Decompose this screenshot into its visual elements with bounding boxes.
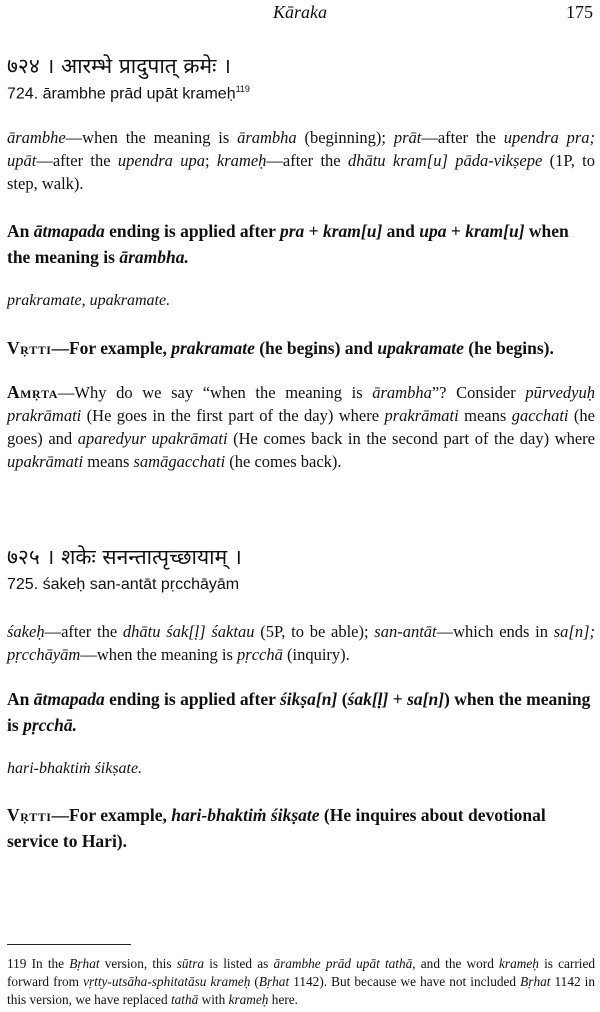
footnote-119: 119 In the Bṛhat version, this sūtra is listed as ārambhe prād upāt tathā, and the word krameḥ is carried forward from vṛtty-utsāha-sphitatāsu krameḥ (Bṛhat 1142). But because we have not included Bṛhat 1142 in this version, we have replaced tathā with krameḥ here. [7, 956, 596, 1007]
page-number: 175 [566, 2, 593, 22]
rule-724-translation: An ātmapada ending is applied after pra + kram[u] and upa + kram[u] when the meaning is ārambha. [7, 221, 569, 267]
example-724: prakramate, upakramate. [7, 292, 171, 309]
amrta-724: Amṛta—Why do we say “when the meaning is ārambha”? Consider pūrvedyuḥ prakrāmati (He goes in the first part of the day) where prakrāmati means gacchati (he goes) and aparedyur upakrāmati (He comes back in the second part of the day) where upakrāmati means samāgacchati (he comes back). [7, 382, 595, 471]
sutra-725-transliteration: 725. śakeḥ san-antāt pṛcchāyām [7, 576, 240, 593]
footnote-reference: 119 [235, 84, 250, 94]
footnote-divider [7, 944, 131, 945]
sutra-724-translit-text: 724. ārambhe prād upāt krameḥ [7, 85, 236, 103]
example-725: hari-bhaktiṁ śikṣate. [7, 760, 143, 777]
gloss-724: ārambhe—when the meaning is ārambha (beginning); prāt—after the upendra pra; upāt—after the upendra upa; krameḥ—after the dhātu kram[u] pāda-vikṣepe (1P, to step, walk). [7, 128, 596, 193]
amrta-label: Amṛta [7, 382, 58, 402]
vrtti-724: Vṛtti—For example, prakramate (he begins) and upakramate (he begins). [7, 338, 554, 358]
vrtti-725: Vṛtti—For example, hari-bhaktiṁ śikṣate (He inquires about devotional service to Hari). [7, 805, 546, 851]
sutra-724-transliteration [7, 84, 595, 103]
footnote-number: 119 [7, 956, 27, 971]
vrtti-label: Vṛtti [7, 805, 52, 825]
sutra-724-devanagari: ७२४ । आरम्भे प्रादुपात् क्रमेः । [7, 54, 231, 78]
rule-725-translation: An ātmapada ending is applied after śikṣa[n] (śak[ḷ] + sa[n]) when the meaning is pṛcchā. [7, 689, 591, 735]
sutra-725-devanagari: ७२५ । शकेः सनन्तात्पृच्छायाम् । [7, 545, 242, 569]
gloss-725: śakeḥ—after the dhātu śak[ḷ] śaktau (5P, to be able); san-antāt—which ends in sa[n]; pṛcchāyām—when the meaning is pṛcchā (inquiry). [7, 622, 595, 664]
vrtti-label: Vṛtti [7, 338, 52, 358]
running-header-title: Kāraka [273, 2, 327, 22]
